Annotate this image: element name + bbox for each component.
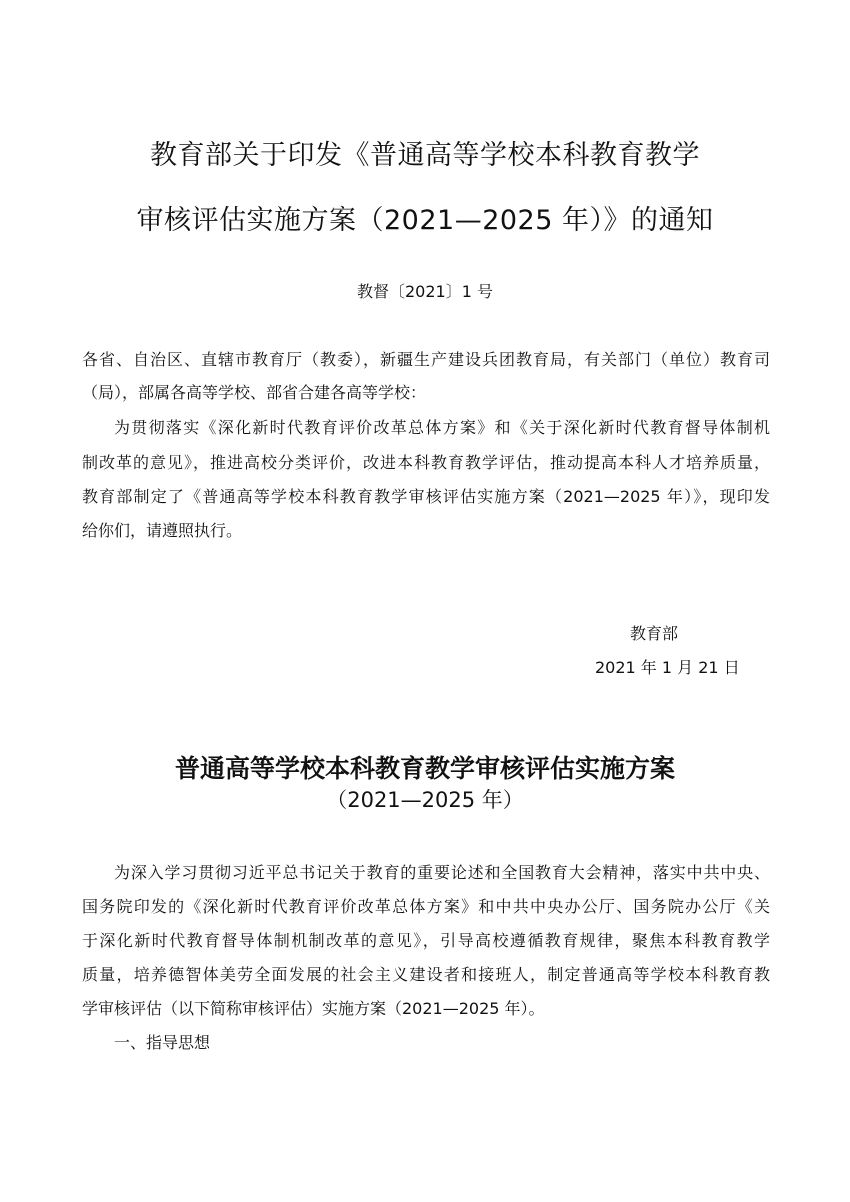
plan-para-line-3: 于深化新时代教育督导体制机制改革的意见》，引导高校遵循教育规律，聚焦本科教育教学	[82, 931, 770, 950]
notice-body-line-2: 制改革的意见》，推进高校分类评价，改进本科教育教学评估，推动提高本科人才培养质量，	[82, 453, 770, 472]
plan-para-line-1: 为深入学习贯彻习近平总书记关于教育的重要论述和全国教育大会精神，落实中共中央、	[114, 863, 770, 882]
issue-date: 2021 年 1 月 21 日	[595, 658, 740, 677]
notice-title-line-2: 审核评估实施方案（2021—2025 年）》的通知	[136, 205, 714, 236]
plan-subtitle: （2021—2025 年）	[326, 788, 524, 812]
notice-body-line-3: 教育部制定了《普通高等学校本科教育教学审核评估实施方案（2021—2025 年）》，现印发	[82, 487, 770, 506]
plan-para-line-4: 质量，培养德智体美劳全面发展的社会主义建设者和接班人，制定普通高等学校本科教育教	[82, 965, 770, 984]
signer: 教育部	[630, 624, 679, 643]
notice-body-line-1: 为贯彻落实《深化新时代教育评价改革总体方案》和《关于深化新时代教育督导体制机	[114, 418, 770, 437]
notice-body-line-4: 给你们，请遵照执行。	[82, 521, 243, 540]
plan-para-line-2: 国务院印发的《深化新时代教育评价改革总体方案》和中共中央办公厅、国务院办公厅《关	[82, 897, 770, 916]
notice-title-line-1: 教育部关于印发《普通高等学校本科教育教学	[150, 140, 700, 171]
recipients-line-1: 各省、自治区、直辖市教育厅（教委），新疆生产建设兵团教育局，有关部门（单位）教育司	[82, 350, 770, 369]
plan-para-line-5: 学审核评估（以下简称审核评估）实施方案（2021—2025 年）。	[82, 999, 545, 1018]
section-heading-guiding-ideology: 一、指导思想	[114, 1033, 211, 1052]
document-number: 教督〔2021〕1 号	[357, 282, 493, 301]
recipients-line-2: （局），部属各高等学校、部省合建各高等学校：	[82, 383, 427, 402]
plan-title: 普通高等学校本科教育教学审核评估实施方案	[174, 754, 675, 783]
